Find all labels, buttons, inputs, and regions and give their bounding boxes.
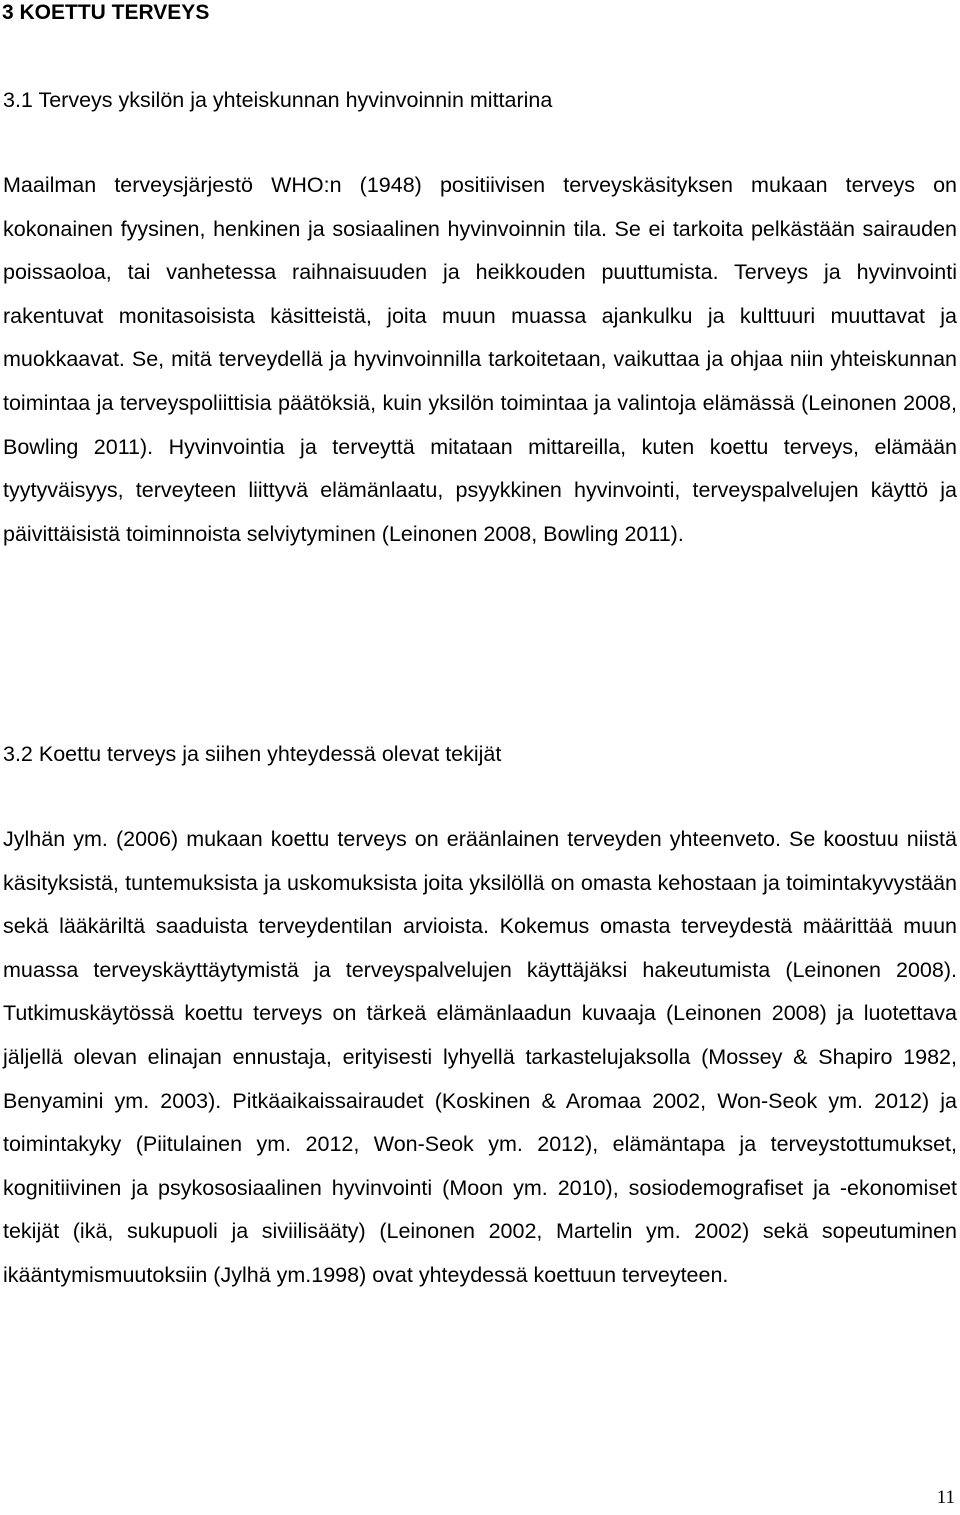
section-3-1-paragraph: Maailman terveysjärjestö WHO:n (1948) positiivisen terveyskäsityksen mukaan terveys on kokonainen fyysinen, henkinen ja sosiaalinen hyvinvoinnin tila. Se ei tarkoita pelkästään sairauden poissaoloa, tai vanhetessa raihnaisuuden ja heikkouden puuttumista. Terveys ja hyvinvointi rakentuvat monitasoisista käsitteistä, joita muun muassa ajankulku ja kulttuuri muuttavat ja muokkaavat. Se, mitä terveydellä ja hyvinvoinnilla tarkoitetaan, vaikuttaa ja ohjaa niin yhteiskunnan toimintaa ja terveyspoliittisia päätöksiä, kuin yksilön toimintaa ja valintoja elämässä (Leinonen 2008, Bowling 2011). Hyvinvointia ja terveyttä mitataan mittareilla, kuten koettu terveys, elämään tyytyväisyys, terveyteen liittyvä elämänlaatu, psyykkinen hyvinvointi, terveyspalvelujen käyttö ja päivittäisistä toiminnoista selviytyminen (Leinonen 2008, Bowling 2011). bbox=[3, 173, 957, 546]
section-heading-3-2: 3.2 Koettu terveys ja siihen yhteydessä olevat tekijät bbox=[3, 742, 502, 766]
chapter-heading: 3 KOETTU TERVEYS bbox=[2, 1, 210, 24]
section-3-2-paragraph: Jylhän ym. (2006) mukaan koettu terveys on eräänlainen terveyden yhteenveto. Se koostuu niistä käsityksistä, tuntemuksista ja uskomuksista joita yksilöllä on omasta kehostaan ja toimintakyvystään sekä lääkäriltä saaduista terveydentilan arvioista. Kokemus omasta terveydestä määrittää muun muassa terveyskäyttäytymistä ja terveyspalvelujen käyttäjäksi hakeutumista (Leinonen 2008). Tutkimuskäytössä koettu terveys on tärkeä elämänlaadun kuvaaja (Leinonen 2008) ja luotettava jäljellä olevan elinajan ennustaja, erityisesti lyhyellä tarkastelujaksolla (Mossey & Shapiro 1982, Benyamini ym. 2003). Pitkäaikaissairaudet (Koskinen & Aromaa 2002, Won-Seok ym. 2012) ja toimintakyky (Piitulainen ym. 2012, Won-Seok ym. 2012), elämäntapa ja terveystottumukset, kognitiivinen ja psykososiaalinen hyvinvointi (Moon ym. 2010), sosiodemografiset ja -ekonomiset tekijät (ikä, sukupuoli ja siviilisääty) (Leinonen 2002, Martelin ym. 2002) sekä sopeutuminen ikääntymismuutoksiin (Jylhä ym.1998) ovat yhteydessä koettuun terveyteen. bbox=[3, 827, 957, 1287]
section-heading-3-1: 3.1 Terveys yksilön ja yhteiskunnan hyvinvoinnin mittarina bbox=[3, 88, 553, 112]
page-number: 11 bbox=[936, 1487, 955, 1508]
